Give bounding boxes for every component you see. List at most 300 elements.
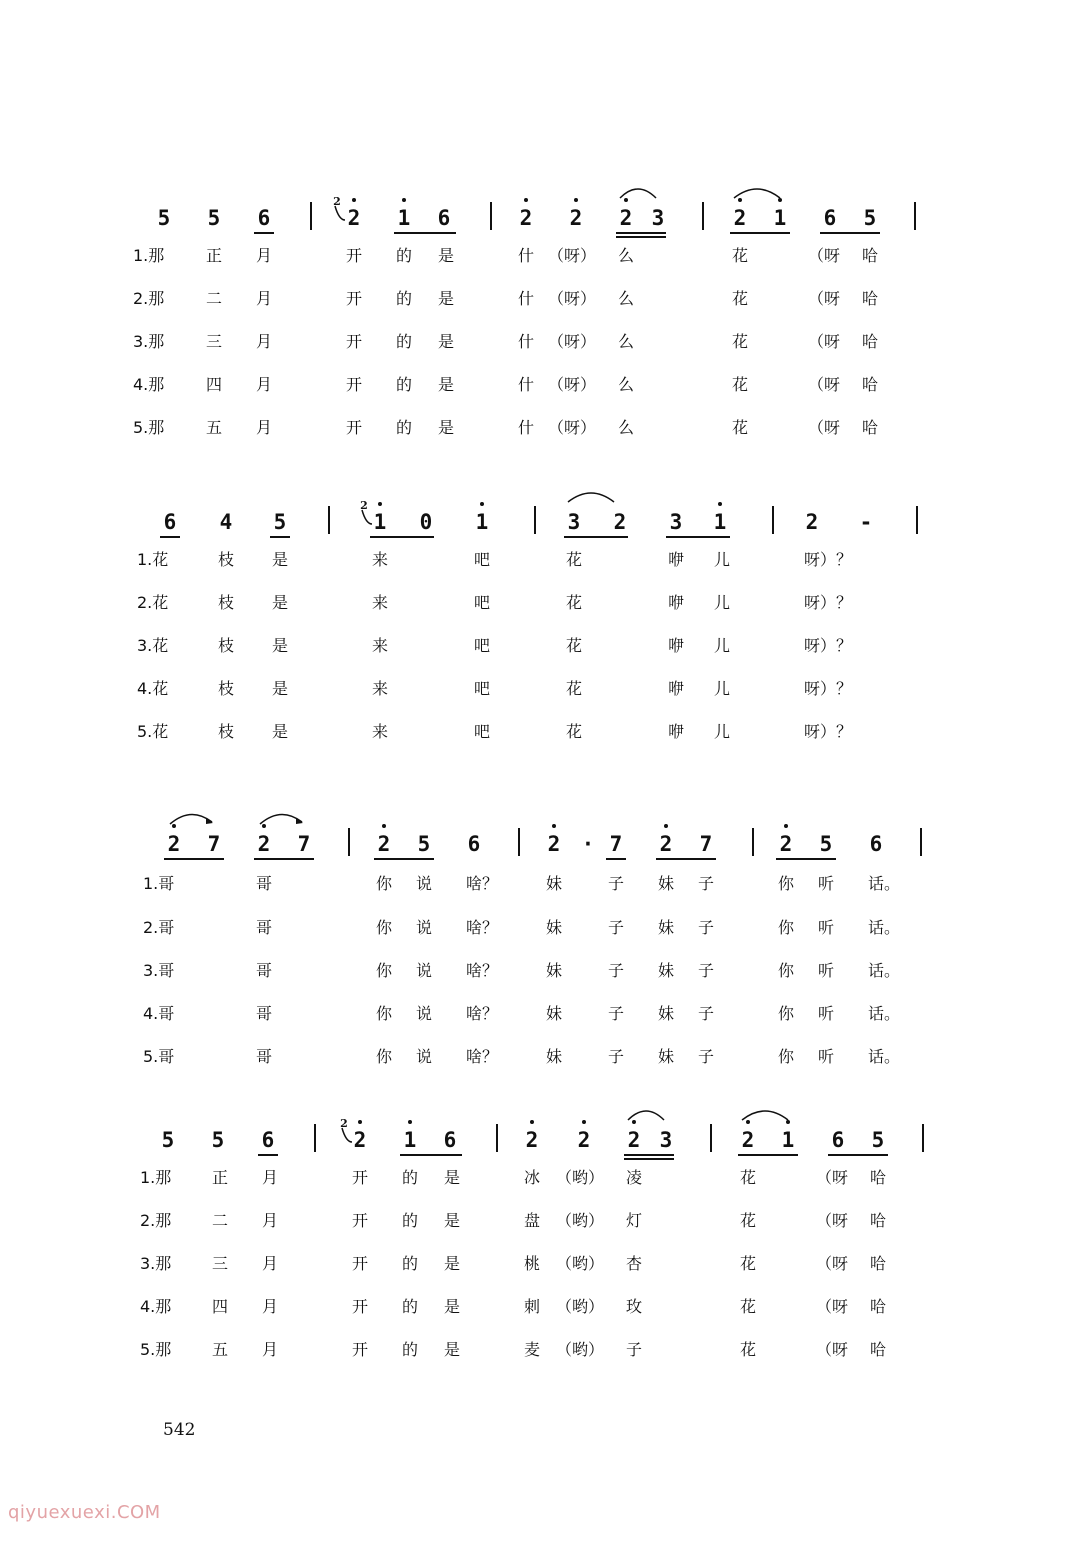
lyric: 吧 — [474, 636, 491, 655]
underline — [258, 1154, 278, 1156]
lyric: 妹 — [546, 1047, 563, 1066]
underline — [776, 858, 836, 860]
lyric: 凌 — [626, 1168, 643, 1187]
note: 2 — [353, 1128, 367, 1152]
lyric: 灯 — [626, 1211, 643, 1230]
lyric: 子 — [626, 1340, 643, 1359]
lyric: 子 — [698, 874, 715, 893]
note: 1 — [403, 1128, 417, 1152]
lyric: 三 — [206, 332, 223, 351]
lyric: 么 — [618, 375, 635, 394]
lyric-verse-2 — [0, 918, 1086, 948]
lyric: 是 — [444, 1168, 461, 1187]
lyric: 哈 — [870, 1340, 887, 1359]
lyric: （哟） — [556, 1168, 605, 1187]
lyric: 4.那 — [140, 1297, 172, 1316]
lyric: 1.花 — [137, 550, 169, 569]
note: 1 — [773, 206, 787, 230]
lyric: 四 — [206, 375, 223, 394]
lyric: 1.那 — [140, 1168, 172, 1187]
lyric: 花 — [740, 1254, 757, 1273]
lyric: 咿 — [668, 722, 685, 741]
lyric: 花 — [566, 722, 583, 741]
lyric: 说 — [416, 874, 433, 893]
lyric: 妹 — [658, 874, 675, 893]
lyric: 3.花 — [137, 636, 169, 655]
lyric: 子 — [698, 1047, 715, 1066]
lyric: 你 — [778, 1047, 795, 1066]
lyric: 哈 — [870, 1168, 887, 1187]
lyric: （呀） — [548, 418, 597, 437]
note: 6 — [823, 206, 837, 230]
lyric: （呀 — [816, 1168, 849, 1187]
lyric: 杏 — [626, 1254, 643, 1273]
lyric: 三 — [212, 1254, 229, 1273]
lyric: 是 — [444, 1211, 461, 1230]
lyric: 枝 — [218, 636, 235, 655]
lyric: 听 — [818, 1004, 835, 1023]
lyric: 吧 — [474, 679, 491, 698]
note: 6 — [869, 832, 883, 856]
lyric-verse-5 — [0, 418, 1086, 448]
lyric: 的 — [396, 289, 413, 308]
lyric: 你 — [778, 961, 795, 980]
lyric: 的 — [402, 1340, 419, 1359]
lyric: 儿 — [714, 722, 731, 741]
lyric: 的 — [402, 1211, 419, 1230]
lyric-verse-1 — [0, 874, 1086, 904]
lyric: 月 — [262, 1340, 279, 1359]
lyric: 2.那 — [140, 1211, 172, 1230]
note: 2 — [519, 206, 533, 230]
page-number: 542 — [163, 1420, 196, 1440]
lyric: 月 — [256, 418, 273, 437]
lyric: 月 — [256, 246, 273, 265]
lyric: 5.那 — [140, 1340, 172, 1359]
lyric: 子 — [608, 1004, 625, 1023]
lyric: （呀） — [548, 332, 597, 351]
lyric: 话。 — [868, 961, 901, 980]
lyric: 说 — [416, 961, 433, 980]
underline — [828, 1154, 888, 1156]
lyric: 1.哥 — [143, 874, 175, 893]
note: 2 — [257, 832, 271, 856]
lyric-verse-3 — [0, 636, 1086, 666]
lyric: 吧 — [474, 593, 491, 612]
lyric: （哟） — [556, 1340, 605, 1359]
note: 5 — [417, 832, 431, 856]
lyric: 咿 — [668, 593, 685, 612]
barline — [914, 202, 916, 230]
lyric: 啥？ — [466, 961, 499, 980]
lyric: （呀 — [808, 375, 841, 394]
note: 2 — [377, 832, 391, 856]
lyric: 花 — [732, 289, 749, 308]
note: 3 — [567, 510, 581, 534]
lyric: 2.那 — [133, 289, 165, 308]
lyric: 子 — [698, 1004, 715, 1023]
lyric: 咿 — [668, 550, 685, 569]
note: 6 — [831, 1128, 845, 1152]
lyric: 妹 — [658, 961, 675, 980]
barline — [920, 828, 922, 856]
lyric-verse-1 — [0, 550, 1086, 580]
note: 3 — [669, 510, 683, 534]
lyric: 吧 — [474, 550, 491, 569]
lyric: （呀） — [548, 375, 597, 394]
lyric: 子 — [608, 874, 625, 893]
lyric: 是 — [438, 375, 455, 394]
lyric: 月 — [262, 1168, 279, 1187]
lyric: 开 — [346, 246, 363, 265]
barline — [518, 828, 520, 856]
underline — [374, 858, 434, 860]
lyric: 哈 — [862, 332, 879, 351]
lyric: （呀 — [808, 289, 841, 308]
lyric: （哟） — [556, 1211, 605, 1230]
lyric: 玫 — [626, 1297, 643, 1316]
lyric: 么 — [618, 418, 635, 437]
lyric: 什 — [518, 289, 535, 308]
note: 2 — [805, 510, 819, 534]
lyric: 4.哥 — [143, 1004, 175, 1023]
note: 2 — [741, 1128, 755, 1152]
lyric: 子 — [608, 961, 625, 980]
note: 2 — [733, 206, 747, 230]
lyric-verse-5 — [0, 722, 1086, 752]
lyric: 的 — [396, 375, 413, 394]
barline — [772, 506, 774, 534]
lyric: （呀 — [808, 418, 841, 437]
lyric: 来 — [372, 593, 389, 612]
lyric-verse-5 — [0, 1340, 1086, 1370]
lyric: 你 — [376, 1004, 393, 1023]
lyric: 是 — [272, 593, 289, 612]
barline — [710, 1124, 712, 1152]
lyric: 是 — [272, 679, 289, 698]
underline — [656, 858, 716, 860]
lyric: （呀） — [548, 289, 597, 308]
lyric: 妹 — [658, 1047, 675, 1066]
lyric: 哈 — [870, 1211, 887, 1230]
lyric: 哈 — [862, 246, 879, 265]
lyric: 什 — [518, 246, 535, 265]
lyric: 你 — [778, 1004, 795, 1023]
lyric: 话。 — [868, 918, 901, 937]
lyric: （呀 — [816, 1211, 849, 1230]
lyric: 是 — [438, 289, 455, 308]
lyric: （哟） — [556, 1297, 605, 1316]
lyric: 冰 — [524, 1168, 541, 1187]
lyric: 说 — [416, 1004, 433, 1023]
slur — [566, 488, 616, 504]
underline — [820, 232, 880, 234]
lyric: （呀 — [808, 246, 841, 265]
lyric: 妹 — [658, 918, 675, 937]
lyric: 花 — [732, 418, 749, 437]
lyric: 3.那 — [140, 1254, 172, 1273]
note: 5 — [819, 832, 833, 856]
note: 0 — [419, 510, 433, 534]
underline — [730, 232, 790, 234]
note: 1 — [397, 206, 411, 230]
lyric-verse-3 — [0, 332, 1086, 362]
lyric: 的 — [396, 246, 413, 265]
lyric: （呀 — [808, 332, 841, 351]
barline — [534, 506, 536, 534]
underline — [616, 236, 666, 238]
lyric: 的 — [396, 418, 413, 437]
note: 2 — [569, 206, 583, 230]
lyric: 5.哥 — [143, 1047, 175, 1066]
lyric: 月 — [262, 1297, 279, 1316]
lyric: 月 — [256, 332, 273, 351]
lyric: 妹 — [546, 1004, 563, 1023]
lyric: 是 — [444, 1340, 461, 1359]
underline — [160, 536, 180, 538]
lyric: 妹 — [546, 918, 563, 937]
lyric: 是 — [438, 418, 455, 437]
lyric: 啥？ — [466, 1047, 499, 1066]
lyric: 么 — [618, 289, 635, 308]
underline — [564, 536, 628, 538]
lyric: 儿 — [714, 593, 731, 612]
notation-row — [0, 806, 1086, 876]
lyric: 花 — [566, 550, 583, 569]
lyric-verse-3 — [0, 1254, 1086, 1284]
lyric: 哥 — [256, 874, 273, 893]
note: 5 — [863, 206, 877, 230]
underline — [616, 232, 666, 234]
lyric: 呀）？ — [804, 679, 853, 698]
lyric: 哥 — [256, 1004, 273, 1023]
note: 5 — [157, 206, 171, 230]
barline — [348, 828, 350, 856]
lyric: 吧 — [474, 722, 491, 741]
barline — [310, 202, 312, 230]
lyric: （呀 — [816, 1297, 849, 1316]
note: 6 — [261, 1128, 275, 1152]
lyric: （呀 — [816, 1254, 849, 1273]
lyric: 呀）？ — [804, 550, 853, 569]
lyric: 子 — [608, 918, 625, 937]
lyric-verse-4 — [0, 679, 1086, 709]
note: 2 — [619, 206, 633, 230]
lyric: 花 — [566, 636, 583, 655]
note: 1 — [373, 510, 387, 534]
lyric: 5.那 — [133, 418, 165, 437]
lyric: 枝 — [218, 722, 235, 741]
lyric: 花 — [740, 1168, 757, 1187]
lyric: 开 — [352, 1168, 369, 1187]
note: 2 — [547, 832, 561, 856]
lyric: 你 — [778, 918, 795, 937]
lyric: 花 — [566, 679, 583, 698]
lyric: 妹 — [546, 874, 563, 893]
lyric: 儿 — [714, 550, 731, 569]
note: 5 — [871, 1128, 885, 1152]
note: 6 — [443, 1128, 457, 1152]
lyric: 你 — [376, 961, 393, 980]
lyric: 哥 — [256, 918, 273, 937]
lyric-verse-4 — [0, 1297, 1086, 1327]
lyric: 来 — [372, 722, 389, 741]
lyric: 是 — [444, 1254, 461, 1273]
lyric: 哥 — [256, 961, 273, 980]
lyric: 听 — [818, 961, 835, 980]
lyric: 3.哥 — [143, 961, 175, 980]
underline — [666, 536, 730, 538]
note: 5 — [207, 206, 221, 230]
underline — [624, 1154, 674, 1156]
lyric: 么 — [618, 332, 635, 351]
note: 3 — [651, 206, 665, 230]
lyric: 4.那 — [133, 375, 165, 394]
lyric: 盘 — [524, 1211, 541, 1230]
lyric: 妹 — [658, 1004, 675, 1023]
lyric: 听 — [818, 1047, 835, 1066]
underline — [164, 858, 224, 860]
note: 2 — [347, 206, 361, 230]
note: - — [859, 510, 873, 534]
lyric: 什 — [518, 332, 535, 351]
lyric-verse-3 — [0, 961, 1086, 991]
lyric: 话。 — [868, 874, 901, 893]
note: 5 — [161, 1128, 175, 1152]
lyric-verse-1 — [0, 246, 1086, 276]
note: 7 — [207, 832, 221, 856]
lyric: 咿 — [668, 679, 685, 698]
lyric: 五 — [206, 418, 223, 437]
lyric: 是 — [272, 550, 289, 569]
lyric: 你 — [778, 874, 795, 893]
note: 7 — [609, 832, 623, 856]
note: 2 — [167, 832, 181, 856]
note: 4 — [219, 510, 233, 534]
lyric: 子 — [698, 918, 715, 937]
grace-note: 2 — [360, 499, 368, 512]
lyric: 哈 — [862, 289, 879, 308]
lyric: 哈 — [870, 1297, 887, 1316]
lyric: 呀）？ — [804, 636, 853, 655]
lyric: 月 — [256, 289, 273, 308]
lyric: 你 — [376, 1047, 393, 1066]
barline — [314, 1124, 316, 1152]
lyric: 的 — [402, 1297, 419, 1316]
lyric: 五 — [212, 1340, 229, 1359]
notation-row — [0, 484, 1086, 554]
note: 1 — [475, 510, 489, 534]
lyric: 妹 — [546, 961, 563, 980]
lyric: 哈 — [870, 1254, 887, 1273]
barline — [496, 1124, 498, 1152]
note: 2 — [525, 1128, 539, 1152]
lyric: 1.那 — [133, 246, 165, 265]
note: 6 — [257, 206, 271, 230]
lyric: 儿 — [714, 636, 731, 655]
lyric: 2.哥 — [143, 918, 175, 937]
lyric: 开 — [352, 1297, 369, 1316]
lyric-verse-2 — [0, 1211, 1086, 1241]
lyric: 啥？ — [466, 1004, 499, 1023]
lyric: 枝 — [218, 550, 235, 569]
lyric: 哈 — [862, 375, 879, 394]
lyric: 呀）？ — [804, 722, 853, 741]
lyric: 2.花 — [137, 593, 169, 612]
lyric-verse-4 — [0, 1004, 1086, 1034]
lyric: （呀 — [816, 1340, 849, 1359]
lyric: 花 — [740, 1211, 757, 1230]
lyric: 正 — [212, 1168, 229, 1187]
lyric: 是 — [272, 636, 289, 655]
underline — [254, 232, 274, 234]
lyric: （呀） — [548, 246, 597, 265]
lyric: 话。 — [868, 1047, 901, 1066]
lyric: 花 — [740, 1297, 757, 1316]
underline — [394, 232, 456, 234]
lyric: 的 — [402, 1254, 419, 1273]
underline — [270, 536, 290, 538]
lyric: 桃 — [524, 1254, 541, 1273]
underline — [254, 858, 314, 860]
note: 6 — [437, 206, 451, 230]
lyric: 花 — [732, 375, 749, 394]
lyric: 来 — [372, 679, 389, 698]
note: 6 — [467, 832, 481, 856]
underline — [370, 536, 434, 538]
lyric: 你 — [376, 918, 393, 937]
note: · — [581, 832, 595, 856]
lyric-verse-2 — [0, 289, 1086, 319]
lyric: 哈 — [862, 418, 879, 437]
lyric: 听 — [818, 918, 835, 937]
lyric: 刺 — [524, 1297, 541, 1316]
lyric: 什 — [518, 418, 535, 437]
lyric-verse-1 — [0, 1168, 1086, 1198]
note: 1 — [781, 1128, 795, 1152]
note: 5 — [211, 1128, 225, 1152]
barline — [752, 828, 754, 856]
lyric: 二 — [206, 289, 223, 308]
lyric: 啥？ — [466, 918, 499, 937]
note: 3 — [659, 1128, 673, 1152]
lyric: 么 — [618, 246, 635, 265]
note: 2 — [659, 832, 673, 856]
lyric: 是 — [438, 246, 455, 265]
lyric: 四 — [212, 1297, 229, 1316]
grace-note: 2 — [333, 195, 341, 208]
lyric: 开 — [346, 289, 363, 308]
barline — [922, 1124, 924, 1152]
lyric: 花 — [740, 1340, 757, 1359]
lyric: 听 — [818, 874, 835, 893]
lyric: 枝 — [218, 593, 235, 612]
lyric: 说 — [416, 1047, 433, 1066]
lyric: 开 — [346, 375, 363, 394]
lyric: 开 — [352, 1340, 369, 1359]
underline — [738, 1154, 798, 1156]
underline — [624, 1158, 674, 1160]
lyric: 儿 — [714, 679, 731, 698]
lyric: 是 — [438, 332, 455, 351]
lyric-verse-2 — [0, 593, 1086, 623]
lyric: （哟） — [556, 1254, 605, 1273]
underline — [606, 858, 626, 860]
grace-slur — [333, 204, 347, 224]
underline — [400, 1154, 462, 1156]
lyric: 5.花 — [137, 722, 169, 741]
watermark: qiyuexuexi.COM — [8, 1502, 161, 1523]
